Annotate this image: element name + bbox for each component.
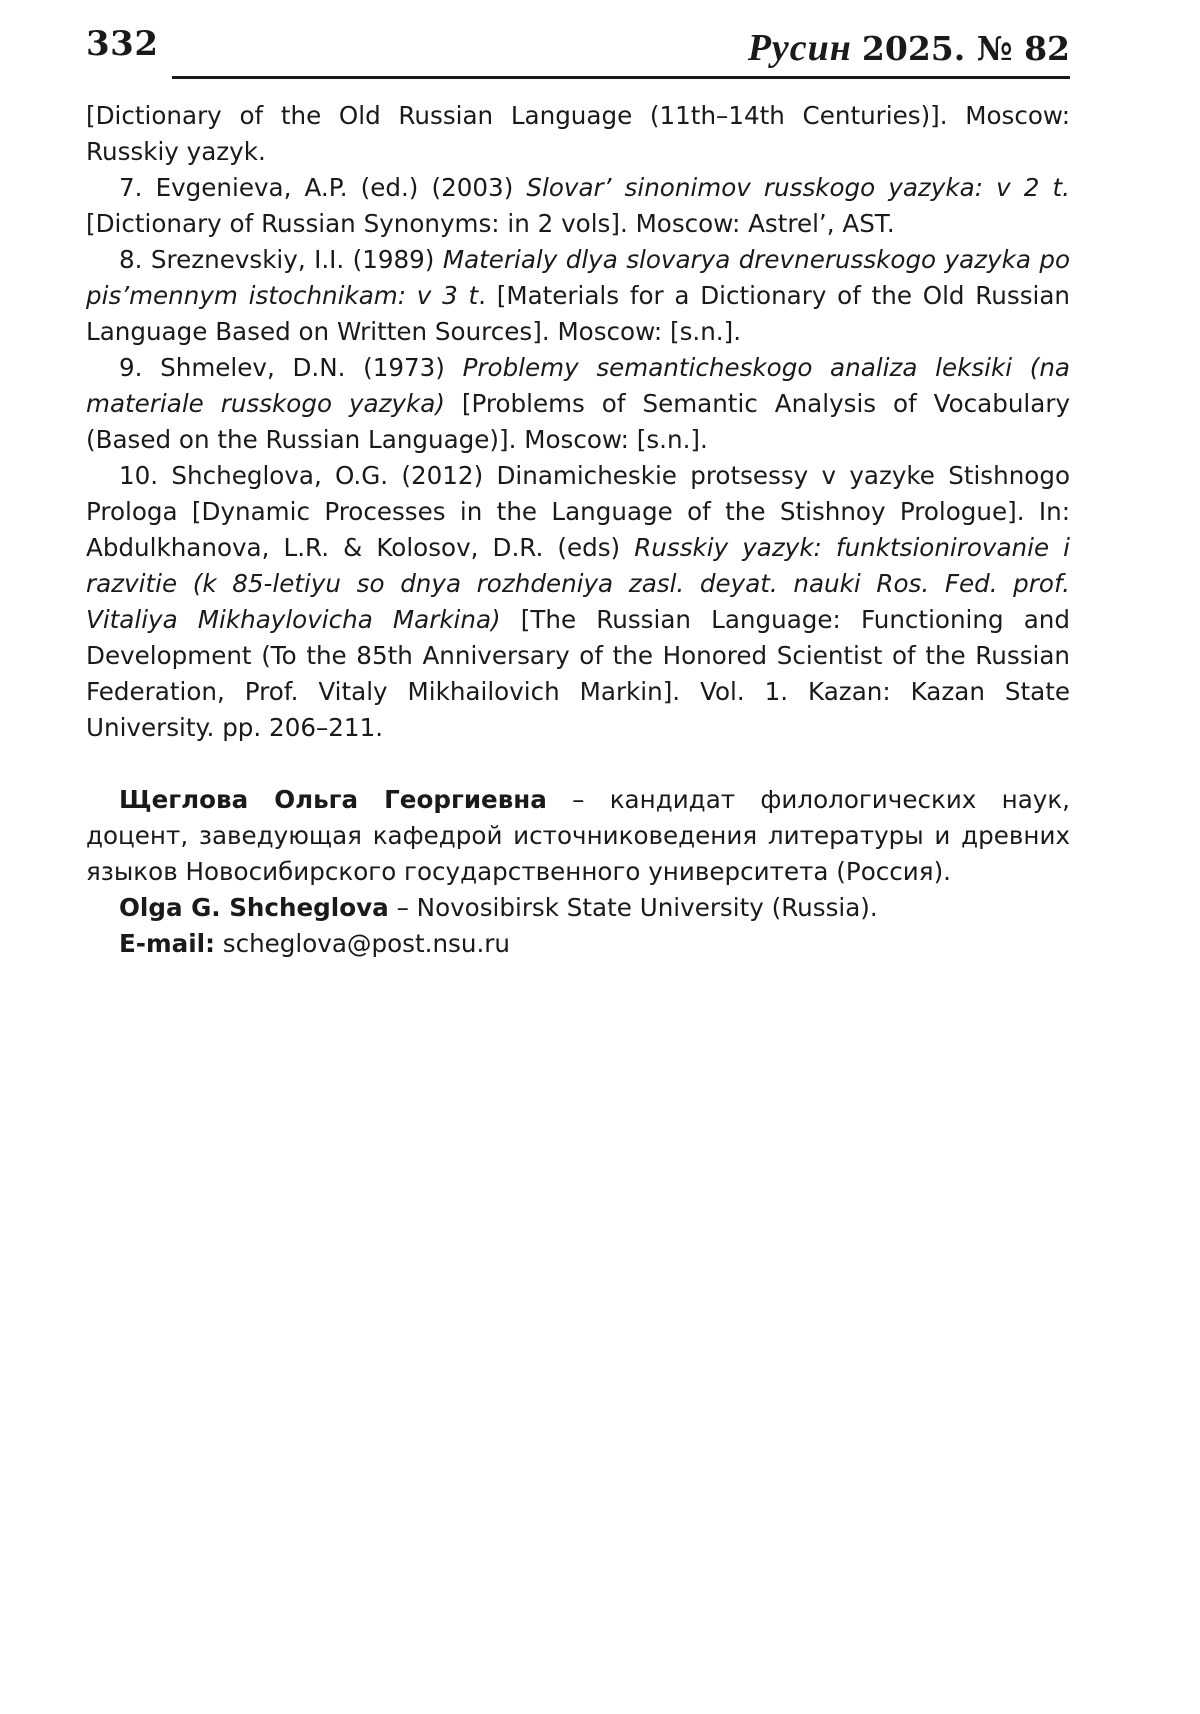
page: [86, 0, 1070, 962]
page-number: 332: [86, 24, 159, 64]
journal-name: Русин: [747, 27, 852, 69]
email-label: E-mail:: [119, 929, 215, 958]
page-header: [86, 0, 1070, 82]
author-bio-ru: Щеглова Ольга Георгиевна – кандидат филологических наук, доцент, заведующая кафедрой источниковедения литературы и древних языков Новосибирского государственного университета (Россия).: [86, 785, 1070, 886]
author-email: [86, 926, 1070, 962]
reference-8: 8. Sreznevskiy, I.I. (1989) Materialy dlya slovarya drevnerusskogo yazyka po pis’mennym istochnikam: v 3 t. [Materials for a Dictionary of the Old Russian Language Based on Written Sources]. Moscow: [s.n.].: [86, 245, 1071, 346]
author-name-ru: Щеглова Ольга Георгиевна: [119, 785, 547, 814]
author-bio-en: Olga G. Shcheglova – Novosibirsk State University (Russia).: [119, 893, 878, 922]
body-text: [86, 98, 1070, 962]
header-rule: [172, 76, 1070, 79]
reference-6-continuation: [Dictionary of the Old Russian Language (11th–14th Centuries)]. Moscow: Russkiy yazyk.: [86, 101, 1070, 166]
reference-10: 10. Shcheglova, O.G. (2012) Dinamicheskie protsessy v yazyke Stishnogo Prologa [Dynamic Processes in the Language of the Stishnoy Prologue]. In: Abdulkhanova, L.R. & Kolosov, D.R. (eds) Russkiy yazyk: funktsionirovanie i razvitie (k 85-letiyu so dnya rozhdeniya zasl. deyat. nauki Ros. Fed. prof. Vitaliya Mikhaylovicha Markina) [The Russian Language: Functioning and Development (To the 85th Anniversary of the Honored Scientist of the Russian Federation, Prof. Vitaly Mikhailovich Markin]. Vol. 1. Kazan: Kazan State University. pp. 206–211.: [86, 461, 1070, 742]
section-gap: [86, 746, 1070, 782]
reference-9: 9. Shmelev, D.N. (1973) Problemy semanticheskogo analiza leksiki (na materiale russkogo yazyka) [Problems of Semantic Analysis of Vocabulary (Based on the Russian Language)]. Moscow: [s.n.].: [86, 353, 1071, 454]
issue-number: 2025. № 82: [861, 29, 1070, 68]
email-address[interactable]: scheglova@post.nsu.ru: [214, 929, 510, 958]
reference-7: 7. Evgenieva, A.P. (ed.) (2003) Slovar’ sinonimov russkogo yazyka: v 2 t. [Dictionary of Russian Synonyms: in 2 vols]. Moscow: Astrel’, AST.: [86, 173, 1070, 238]
running-head: [748, 26, 1070, 70]
author-name-en: Olga G. Shcheglova: [119, 893, 389, 922]
